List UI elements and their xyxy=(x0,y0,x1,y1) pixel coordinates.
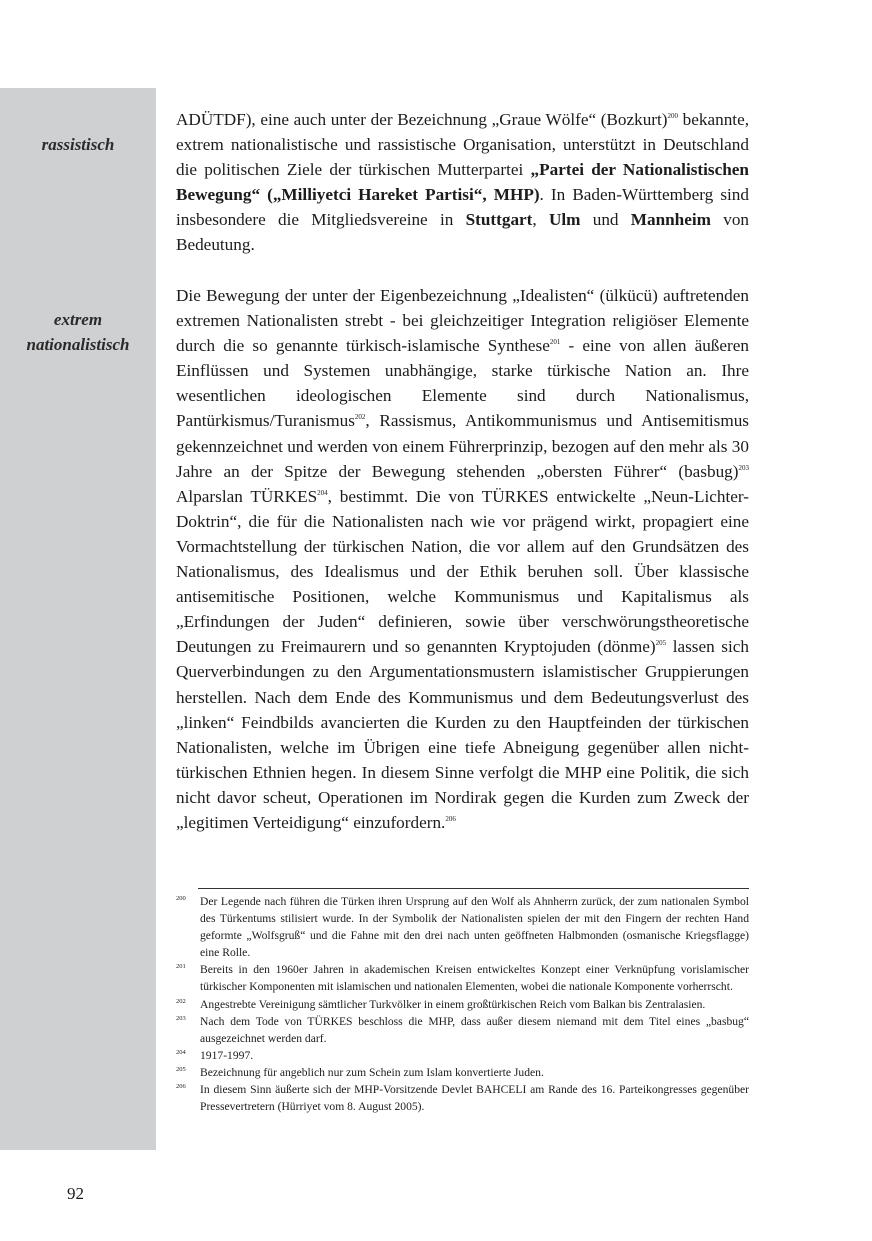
highlight-term: Ulm xyxy=(548,210,581,230)
body-paragraph-2 xyxy=(176,283,749,835)
margin-note-line: extrem xyxy=(53,310,103,329)
margin-note-text: rassistisch xyxy=(41,135,115,154)
highlight-term: Mannheim xyxy=(630,210,711,230)
text-run: . In Baden-Württemberg sind insbesondere die Mitgliedsvereine in xyxy=(176,185,749,230)
footnote-text: Angestrebte Vereinigung sämtlicher Turkvölker in einem großtürkischen Reich vom Balkan bis Zentralasien. xyxy=(200,997,706,1011)
text-run: Die Bewegung der unter der Eigenbezeichnung „Idealisten“ (ülkücü) auftretenden extremen Nationalisten strebt - bei gleichzeitiger Integration religiöser Elemente durch die so genannte türkisch-islamische Synthese xyxy=(176,286,749,356)
text-run: Alparslan TÜRKES xyxy=(176,486,318,506)
footnote xyxy=(176,1064,749,1081)
footnote-number: 206 xyxy=(176,1083,186,1091)
footnote-text: Bereits in den 1960er Jahren in akademischen Kreisen entwickeltes Konzept einer Verknüpfung vorislamischer türkischer Komponenten mit islamischen und nationalen Elementen, wobei die nationale Komponente vorherrscht. xyxy=(200,963,749,994)
footnote-text: In diesem Sinn äußerte sich der MHP-Vorsitzende Devlet BAHCELI am Rande des 16. Parteikongresses gegenüber Pressevertretern (Hürriyet vom 8. August 2005). xyxy=(200,1083,749,1114)
body-paragraph-1 xyxy=(176,107,749,258)
footnote-ref[interactable]: 205 xyxy=(655,639,667,648)
text-run: von Bedeutung. xyxy=(176,210,749,255)
footnote-ref[interactable]: 202 xyxy=(354,413,366,422)
footnote-number: 203 xyxy=(176,1014,186,1022)
highlight-term: Stuttgart xyxy=(465,210,533,230)
footnote xyxy=(176,1047,749,1064)
footnote-text: Bezeichnung für angeblich nur zum Schein zum Islam konvertierte Juden. xyxy=(200,1065,544,1079)
text-run: ADÜTDF), eine auch unter der Bezeichnung „Graue Wölfe“ (Bozkurt) xyxy=(176,110,668,129)
footnote-number: 205 xyxy=(176,1065,186,1073)
paragraph-text xyxy=(176,283,749,835)
text-run: - eine von allen äußeren Einflüssen und Systemen unabhängige, starke türkische Nation an. Ihre wesentlichen ideologischen Elemente sind durch Nationalismus, Pantürkismus/Turanismus xyxy=(176,336,749,431)
footnote-number: 200 xyxy=(176,895,186,902)
footnote xyxy=(176,1081,749,1115)
text-run: lassen sich Querverbindungen zu den Argumentationsmustern islamistischer Gruppierungen herstellen. Nach dem Ende des Kommunismus und dem Bedeutungsverlust des „linken“ Feindbilds avancierten die Kurden zu den Hauptfeinden der türkischen Nationalisten, welche im Übrigen eine tiefe Abneigung gegenüber allen nicht-türkischen Ethnien hegen. In diesem Sinne verfolgt die MHP eine Politik, die sich nicht davor scheut, Operationen im Nordirak gegen die Kurden zum Zweck der „legitimen Verteidigung“ einzufordern. xyxy=(176,637,749,832)
footnote-separator xyxy=(198,888,749,889)
paragraph-text xyxy=(176,107,749,258)
footnote xyxy=(176,893,749,961)
margin-note-extrem-nationalistisch xyxy=(0,307,156,357)
highlight-term: „Partei der Nationalistischen Bewegung“ („Milliyetci Hareket Partisi“, MHP) xyxy=(176,160,749,205)
footnote-ref[interactable]: 204 xyxy=(317,488,328,497)
footnote-ref[interactable]: 206 xyxy=(445,814,456,823)
text-run: und xyxy=(580,210,631,230)
footnote-text: Nach dem Tode von TÜRKES beschloss die MHP, dass außer diesem niemand mit dem Titel eines „basbug“ ausgezeichnet werden darf. xyxy=(200,1014,749,1045)
footnote-text: Der Legende nach führen die Türken ihren Ursprung auf den Wolf als Ahnherrn zurück, der zum nationalen Symbol des Türkentums stilisiert wurde. In der Symbolik der Nationalisten spielen der mit den Fingern der rechten Hand geformte „Wolfsgruß“ und die Fahne mit den drei nach unten geöffneten Halbmonden (osmanische Kriegsflagge) eine Rolle. xyxy=(200,895,749,960)
footnote xyxy=(176,961,749,995)
margin-bar xyxy=(0,88,156,1150)
page-number: 92 xyxy=(67,1184,84,1203)
text-run: , Rassismus, Antikommunismus und Antisemitismus gekennzeichnet und werden von einem Führerprinzip, bezogen auf den mehr als 30 Jahre an der Spitze der Bewegung stehenden „obersten Führer“ (basbug) xyxy=(176,411,749,481)
footnote-number: 204 xyxy=(176,1048,186,1056)
footnote-ref[interactable]: 201 xyxy=(549,338,561,347)
footnotes xyxy=(176,893,749,1115)
footnote-number: 202 xyxy=(176,997,186,1005)
margin-note-rassistisch xyxy=(0,132,156,157)
footnote-ref[interactable]: 203 xyxy=(738,463,749,472)
footnote-text: 1917-1997. xyxy=(200,1048,254,1062)
margin-note-line: nationalistisch xyxy=(26,335,130,354)
footnote xyxy=(176,996,749,1013)
footnote xyxy=(176,1013,749,1047)
footnote-number: 201 xyxy=(176,963,186,971)
text-run: , xyxy=(532,210,549,230)
footnote-ref[interactable]: 200 xyxy=(667,112,679,120)
text-run: , bestimmt. Die von TÜRKES entwickelte „Neun-Lichter-Doktrin“, die für die Nationalisten nach wie vor prägend wirkt, propagiert eine Vormachtstellung der türkischen Nation, die vor allem auf den Grundsätzen des Nationalismus, des Idealismus und der Ethik beruhen soll. Über klassische antisemitische Positionen, welche Kommunismus und Kapitalismus als „Erfindungen der Juden“ definieren, sowie über verschwörungstheoretische Deutungen zu Freimaurern und so genannten Kryptojuden (dönme) xyxy=(176,486,750,657)
text-run: bekannte, extrem nationalistische und rassistische Organisation, unterstützt in Deutschland die politischen Ziele der türkischen Mutterpartei xyxy=(176,110,749,180)
